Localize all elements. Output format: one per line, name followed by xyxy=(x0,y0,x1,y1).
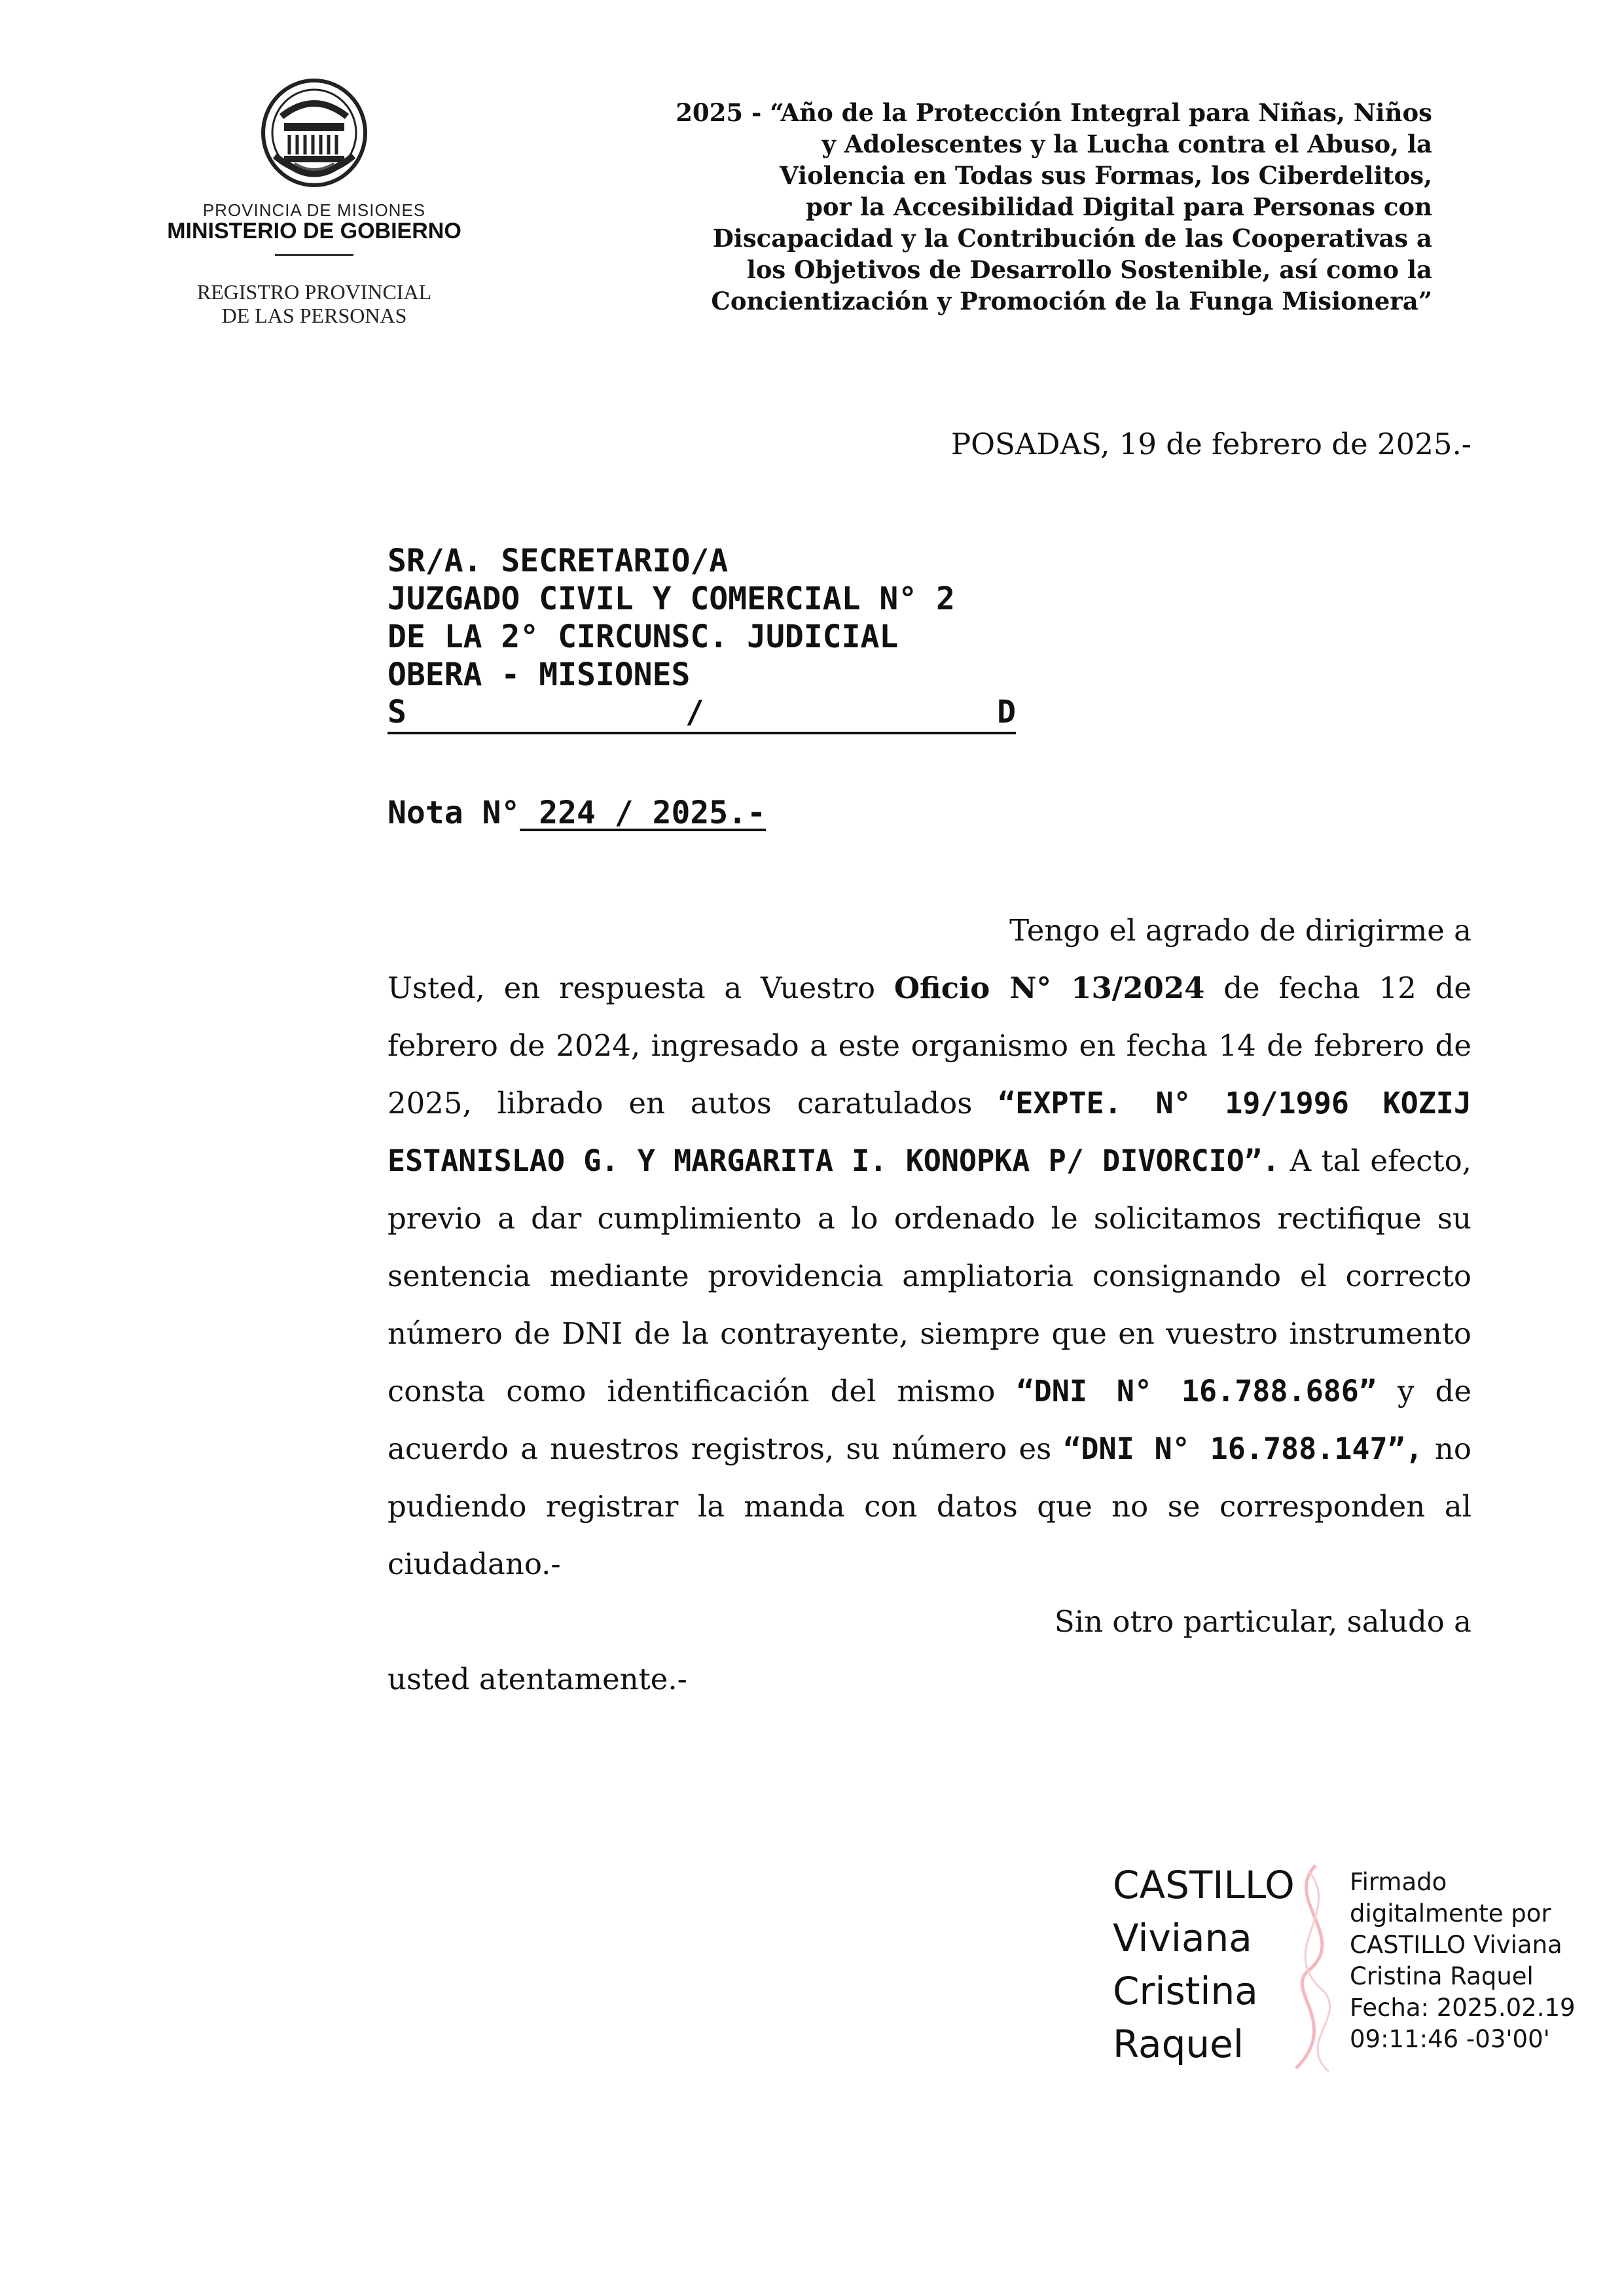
su-despacho-line xyxy=(388,694,1016,734)
sd-d: D xyxy=(997,694,1016,730)
signer-name-line: Viviana xyxy=(1113,1916,1252,1960)
addressee-line-2: JUZGADO CIVIL Y COMERCIAL N° 2 xyxy=(388,581,955,617)
motto-line: 2025 - “Año de la Protección Integral para Niñas, Niños xyxy=(676,98,1432,127)
motto-line: Discapacidad y la Contribución de las Cooperativas a xyxy=(712,224,1432,253)
motto-line: por la Accesibilidad Digital para Personas con xyxy=(806,192,1432,221)
signature-info-line: Cristina Raquel xyxy=(1350,1962,1534,1990)
signature-info-line: digitalmente por xyxy=(1350,1899,1551,1928)
closing-line-2: usted atentamente.- xyxy=(388,1662,687,1696)
registry-line-2: DE LAS PERSONAS xyxy=(221,304,407,327)
motto-line: Violencia en Todas sus Formas, los Ciberdelitos, xyxy=(779,161,1432,190)
sd-s: S xyxy=(388,694,406,730)
signer-name-line: CASTILLO xyxy=(1113,1863,1295,1907)
registry-line-1: REGISTRO PROVINCIAL xyxy=(196,280,432,304)
ministry-name: MINISTERIO DE GOBIERNO xyxy=(167,219,461,243)
signature-info-line: Fecha: 2025.02.19 xyxy=(1350,1994,1576,2022)
signature-info-line: CASTILLO Viviana xyxy=(1350,1931,1562,1959)
document-date: POSADAS, 19 de febrero de 2025.- xyxy=(950,427,1471,461)
body-text: no pudiendo registrar la manda con datos que no se corresponden al ciudadano.- xyxy=(388,1431,1471,1581)
note-label: Nota N° xyxy=(388,795,520,831)
motto-line: los Objetivos de Desarrollo Sostenible, así como la xyxy=(746,255,1432,284)
signer-name-line: Cristina xyxy=(1113,1969,1258,2013)
dni-correct: “DNI N° 16.788.147”, xyxy=(1063,1431,1423,1466)
note-number xyxy=(388,795,766,831)
dni-incorrect: “DNI N° 16.788.686” xyxy=(1016,1374,1377,1408)
body-text: de fecha 12 de febrero de 2024, ingresado a este organismo en fecha 14 de febrero de 2025, librado en autos caratulados xyxy=(388,971,1471,1121)
body-text: A tal efecto, previo a dar cumplimiento a lo ordenado le solicitamos rectifique su sentencia mediante providencia ampliatoria consignando el correcto número de DNI de la contrayente, siempre que en vuestro instrumento consta como identificación del mismo xyxy=(388,1143,1471,1408)
addressee-line-4: OBERA - MISIONES xyxy=(388,656,691,693)
closing-line-1: Sin otro particular, saludo a xyxy=(1054,1604,1471,1639)
provincial-seal-logo xyxy=(255,77,373,188)
motto-line: y Adolescentes y la Lucha contra el Abuso, la xyxy=(821,130,1432,158)
sd-slash: / xyxy=(685,694,704,730)
body-paragraph xyxy=(388,960,1471,1593)
body-text: Usted, en respuesta a Vuestro xyxy=(388,971,894,1005)
addressee-line-1: SR/A. SECRETARIO/A xyxy=(388,543,729,579)
signature-info-line: 09:11:46 -03'00' xyxy=(1350,2025,1550,2053)
signature-details xyxy=(1350,1867,1598,2055)
addressee-line-3: DE LA 2° CIRCUNSC. JUDICIAL xyxy=(388,619,899,655)
signature-info-line: Firmado xyxy=(1350,1868,1447,1896)
province-name: PROVINCIA DE MISIONES xyxy=(202,200,426,220)
year-motto xyxy=(609,97,1432,317)
note-number-value: 224 / 2025.- xyxy=(520,795,766,831)
body-opening: Tengo el agrado de dirigirme a xyxy=(1009,913,1471,948)
letter-body xyxy=(388,902,1471,1708)
oficio-reference: Oficio N° 13/2024 xyxy=(893,971,1205,1005)
motto-line: Concientización y Promoción de la Funga Misionera” xyxy=(711,287,1432,315)
digital-signature-mark xyxy=(1270,1859,1362,2075)
body-text: y de acuerdo a nuestros registros, su número es xyxy=(388,1374,1471,1466)
logo-divider xyxy=(275,254,353,256)
case-title: “EXPTE. N° 19/1996 KOZIJ ESTANISLAO G. Y MARGARITA I. KONOPKA P/ DIVORCIO”. xyxy=(388,1086,1471,1178)
signer-name-line: Raquel xyxy=(1113,2022,1244,2066)
